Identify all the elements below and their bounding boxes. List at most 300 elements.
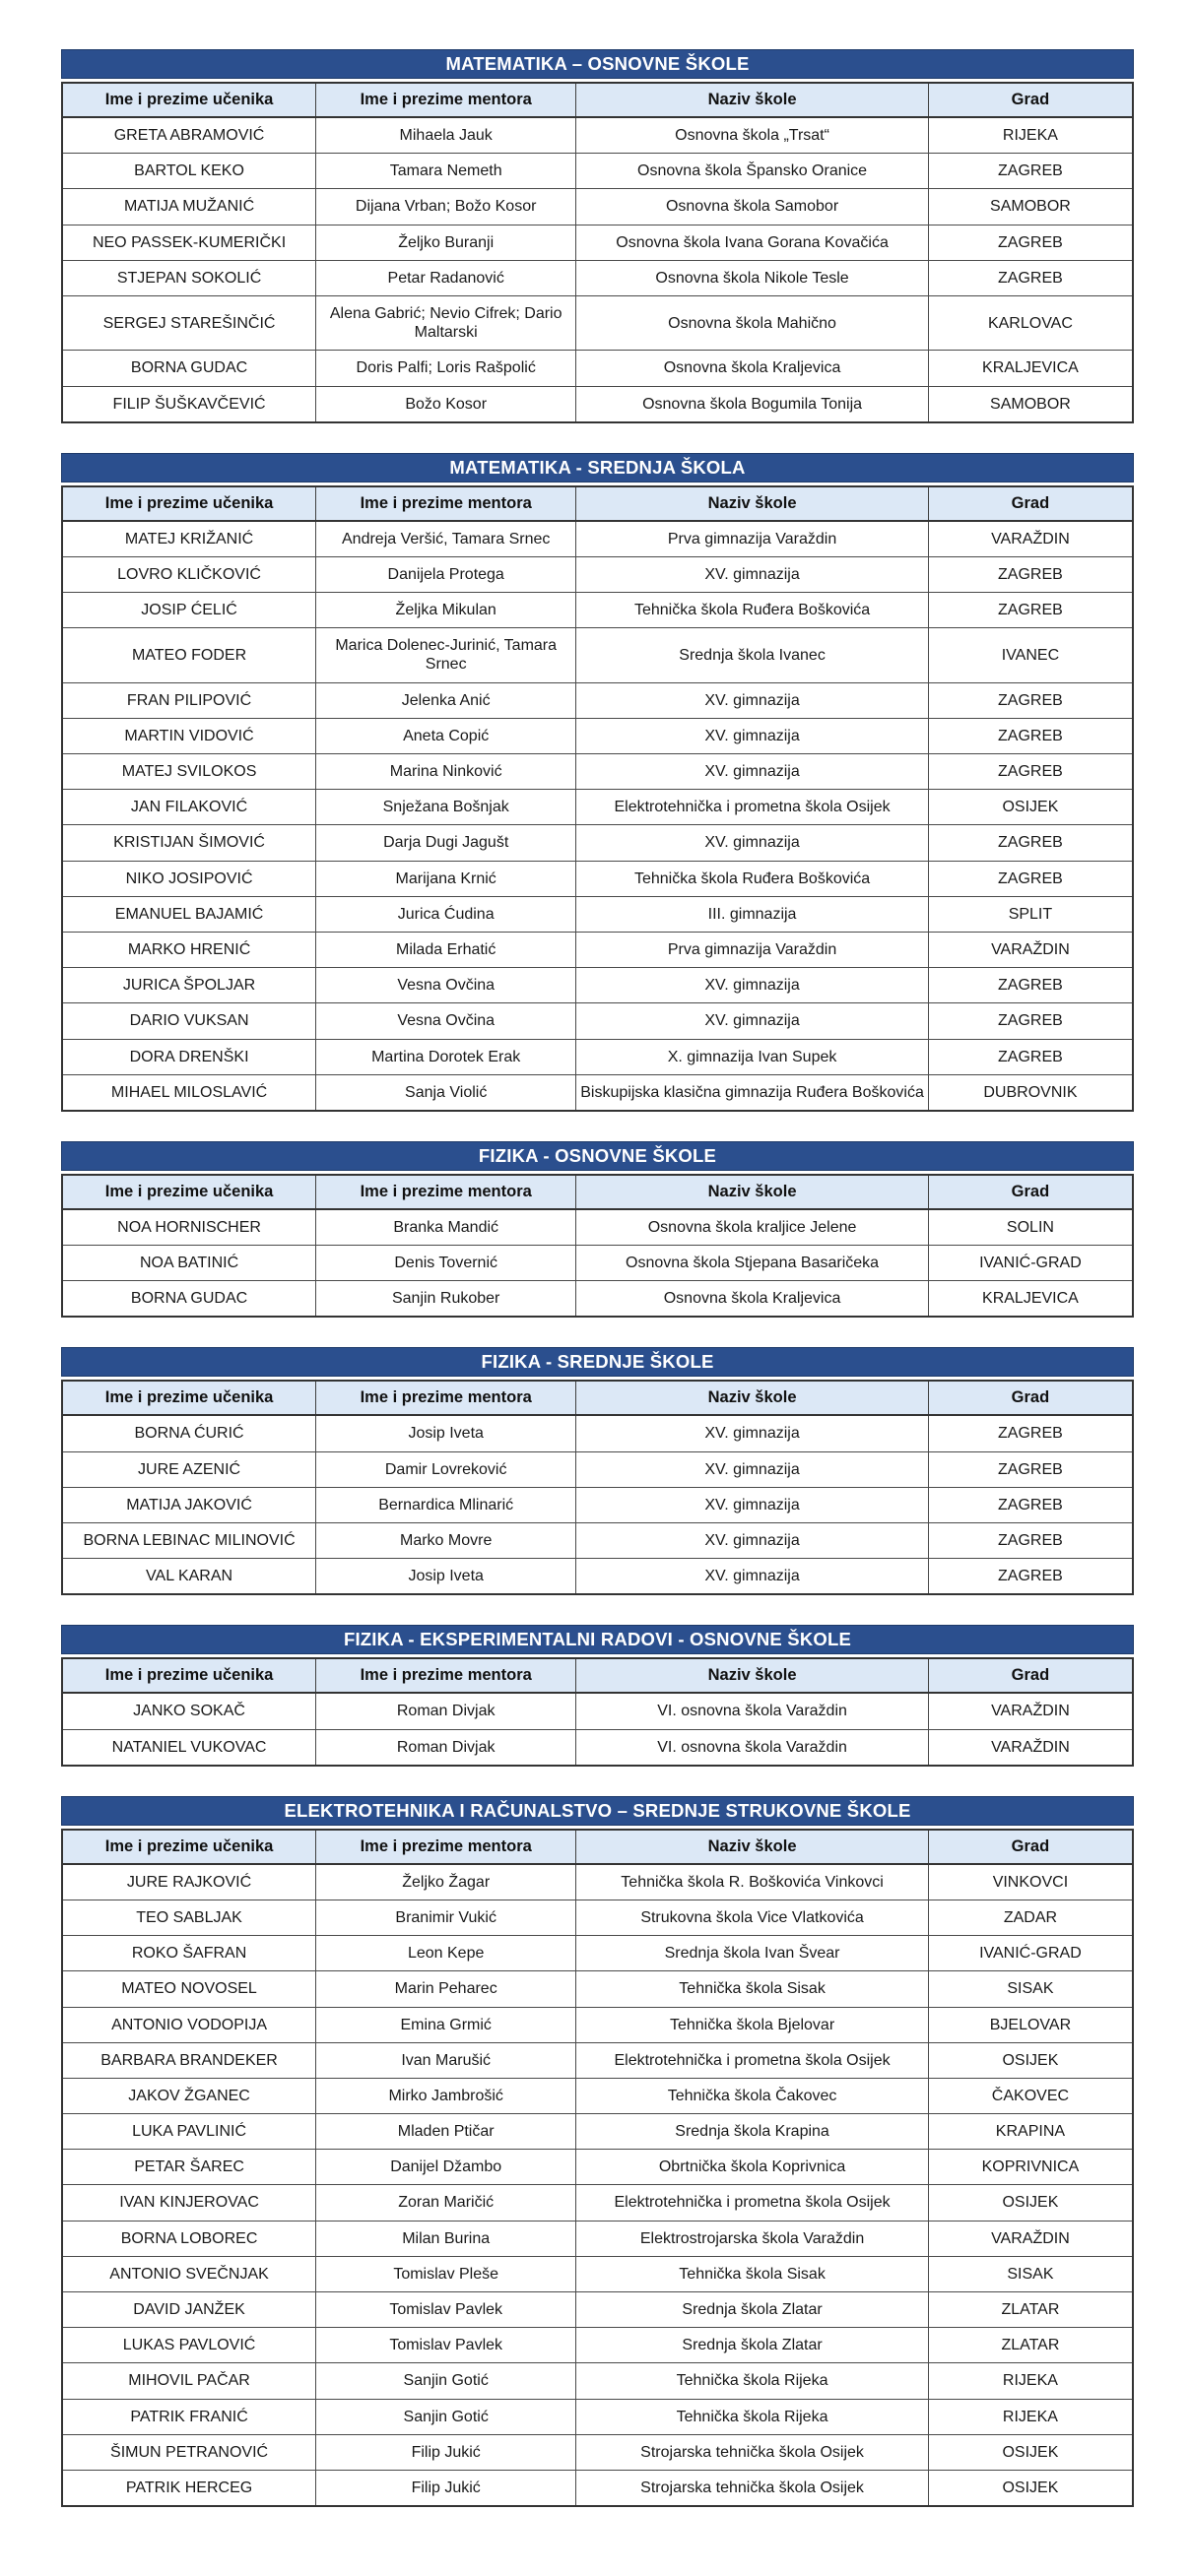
student-name-cell: NATANIEL VUKOVAC xyxy=(62,1729,316,1766)
city-cell: RIJEKA xyxy=(928,2363,1133,2399)
school-name-cell: XV. gimnazija xyxy=(576,1523,929,1559)
school-name-cell: XV. gimnazija xyxy=(576,1559,929,1595)
city-cell: DUBROVNIK xyxy=(928,1074,1133,1111)
mentor-name-cell: Željka Mikulan xyxy=(316,593,576,628)
mentor-name-cell: Jelenka Anić xyxy=(316,682,576,718)
school-name-cell: Elektrotehnička i prometna škola Osijek xyxy=(576,2042,929,2078)
mentor-name-cell: Petar Radanović xyxy=(316,260,576,295)
school-name-cell: Srednja škola Ivanec xyxy=(576,628,929,682)
column-header: Ime i prezime učenika xyxy=(62,83,316,117)
mentor-name-cell: Sanjin Rukober xyxy=(316,1281,576,1318)
student-name-cell: STJEPAN SOKOLIĆ xyxy=(62,260,316,295)
table-row xyxy=(62,2185,1133,2221)
school-name-cell: XV. gimnazija xyxy=(576,825,929,861)
mentor-name-cell: Alena Gabrić; Nevio Cifrek; Dario Maltarski xyxy=(316,295,576,350)
table-row xyxy=(62,2114,1133,2150)
column-header: Ime i prezime učenika xyxy=(62,1658,316,1693)
mentor-name-cell: Damir Lovreković xyxy=(316,1451,576,1487)
table-row xyxy=(62,117,1133,154)
city-cell: SAMOBOR xyxy=(928,386,1133,422)
school-name-cell: Srednja škola Zlatar xyxy=(576,2328,929,2363)
table-row xyxy=(62,386,1133,422)
city-cell: OSIJEK xyxy=(928,2185,1133,2221)
table-row xyxy=(62,1281,1133,1318)
student-name-cell: PATRIK HERCEG xyxy=(62,2470,316,2506)
column-header: Ime i prezime mentora xyxy=(316,1175,576,1209)
school-name-cell: Tehnička škola Ruđera Boškovića xyxy=(576,593,929,628)
results-tables-container xyxy=(61,49,1134,2507)
city-cell: ZADAR xyxy=(928,1900,1133,1935)
table-row xyxy=(62,2042,1133,2078)
table-row xyxy=(62,521,1133,557)
student-name-cell: LUKA PAVLINIĆ xyxy=(62,2114,316,2150)
school-name-cell: Strojarska tehnička škola Osijek xyxy=(576,2434,929,2470)
student-name-cell: ANTONIO SVEČNJAK xyxy=(62,2256,316,2291)
mentor-name-cell: Branka Mandić xyxy=(316,1209,576,1246)
school-name-cell: III. gimnazija xyxy=(576,896,929,932)
mentor-name-cell: Marica Dolenec-Jurinić, Tamara Srnec xyxy=(316,628,576,682)
school-name-cell: XV. gimnazija xyxy=(576,1487,929,1522)
city-cell: ZAGREB xyxy=(928,260,1133,295)
student-name-cell: TEO SABLJAK xyxy=(62,1900,316,1935)
school-name-cell: Osnovna škola Špansko Oranice xyxy=(576,154,929,189)
table-row xyxy=(62,2399,1133,2434)
student-name-cell: BARTOL KEKO xyxy=(62,154,316,189)
column-header: Naziv škole xyxy=(576,486,929,521)
student-name-cell: NEO PASSEK-KUMERIČKI xyxy=(62,225,316,260)
header-row xyxy=(62,1658,1133,1693)
results-table xyxy=(61,485,1134,1112)
results-table-section xyxy=(61,1796,1134,2507)
student-name-cell: JAKOV ŽGANEC xyxy=(62,2078,316,2113)
table-row xyxy=(62,2434,1133,2470)
city-cell: ZAGREB xyxy=(928,1039,1133,1074)
mentor-name-cell: Roman Divjak xyxy=(316,1729,576,1766)
student-name-cell: DORA DRENŠKI xyxy=(62,1039,316,1074)
results-table-section xyxy=(61,453,1134,1112)
table-row xyxy=(62,1936,1133,1971)
mentor-name-cell: Marina Ninković xyxy=(316,754,576,790)
table-row xyxy=(62,2328,1133,2363)
mentor-name-cell: Dijana Vrban; Božo Kosor xyxy=(316,189,576,225)
student-name-cell: MIHAEL MILOSLAVIĆ xyxy=(62,1074,316,1111)
city-cell: ZAGREB xyxy=(928,861,1133,896)
mentor-name-cell: Andreja Veršić, Tamara Srnec xyxy=(316,521,576,557)
results-table xyxy=(61,1380,1134,1595)
column-header: Ime i prezime mentora xyxy=(316,1830,576,1864)
student-name-cell: FRAN PILIPOVIĆ xyxy=(62,682,316,718)
city-cell: ZLATAR xyxy=(928,2292,1133,2328)
city-cell: VARAŽDIN xyxy=(928,1693,1133,1729)
table-row xyxy=(62,1487,1133,1522)
table-row xyxy=(62,154,1133,189)
student-name-cell: PETAR ŠAREC xyxy=(62,2150,316,2185)
student-name-cell: BARBARA BRANDEKER xyxy=(62,2042,316,2078)
city-cell: VINKOVCI xyxy=(928,1864,1133,1900)
school-name-cell: XV. gimnazija xyxy=(576,1415,929,1451)
school-name-cell: Tehnička škola Rijeka xyxy=(576,2399,929,2434)
city-cell: ZAGREB xyxy=(928,154,1133,189)
city-cell: IVANEC xyxy=(928,628,1133,682)
school-name-cell: Strojarska tehnička škola Osijek xyxy=(576,2470,929,2506)
table-row xyxy=(62,1693,1133,1729)
column-header: Grad xyxy=(928,1381,1133,1415)
mentor-name-cell: Leon Kepe xyxy=(316,1936,576,1971)
student-name-cell: BORNA ĆURIĆ xyxy=(62,1415,316,1451)
column-header: Ime i prezime učenika xyxy=(62,1381,316,1415)
table-row xyxy=(62,2256,1133,2291)
student-name-cell: NIKO JOSIPOVIĆ xyxy=(62,861,316,896)
table-row xyxy=(62,2221,1133,2256)
city-cell: ZAGREB xyxy=(928,1003,1133,1039)
student-name-cell: ROKO ŠAFRAN xyxy=(62,1936,316,1971)
mentor-name-cell: Mirko Jambrošić xyxy=(316,2078,576,2113)
student-name-cell: NOA BATINIĆ xyxy=(62,1246,316,1281)
mentor-name-cell: Sanjin Gotić xyxy=(316,2399,576,2434)
school-name-cell: Elektrostrojarska škola Varaždin xyxy=(576,2221,929,2256)
student-name-cell: BORNA LEBINAC MILINOVIĆ xyxy=(62,1523,316,1559)
city-cell: ZLATAR xyxy=(928,2328,1133,2363)
city-cell: SAMOBOR xyxy=(928,189,1133,225)
school-name-cell: Osnovna škola Stjepana Basaričeka xyxy=(576,1246,929,1281)
mentor-name-cell: Danijel Džambo xyxy=(316,2150,576,2185)
mentor-name-cell: Marin Peharec xyxy=(316,1971,576,2007)
city-cell: ZAGREB xyxy=(928,556,1133,592)
table-row xyxy=(62,628,1133,682)
mentor-name-cell: Marijana Krnić xyxy=(316,861,576,896)
header-row xyxy=(62,486,1133,521)
student-name-cell: EMANUEL BAJAMIĆ xyxy=(62,896,316,932)
city-cell: ZAGREB xyxy=(928,1415,1133,1451)
school-name-cell: Elektrotehnička i prometna škola Osijek xyxy=(576,790,929,825)
city-cell: VARAŽDIN xyxy=(928,932,1133,967)
mentor-name-cell: Doris Palfi; Loris Rašpolić xyxy=(316,351,576,386)
school-name-cell: Tehnička škola Rijeka xyxy=(576,2363,929,2399)
city-cell: ZAGREB xyxy=(928,1559,1133,1595)
school-name-cell: VI. osnovna škola Varaždin xyxy=(576,1693,929,1729)
table-row xyxy=(62,1523,1133,1559)
results-table-section xyxy=(61,1625,1134,1766)
student-name-cell: ANTONIO VODOPIJA xyxy=(62,2007,316,2042)
results-table-section xyxy=(61,1141,1134,1319)
table-title-bar: FIZIKA - EKSPERIMENTALNI RADOVI - OSNOVNE ŠKOLE xyxy=(61,1625,1134,1654)
student-name-cell: FILIP ŠUŠKAVČEVIĆ xyxy=(62,386,316,422)
mentor-name-cell: Emina Grmić xyxy=(316,2007,576,2042)
city-cell: ZAGREB xyxy=(928,682,1133,718)
mentor-name-cell: Jurica Ćudina xyxy=(316,896,576,932)
table-row xyxy=(62,790,1133,825)
school-name-cell: Osnovna škola Mahično xyxy=(576,295,929,350)
mentor-name-cell: Denis Tovernić xyxy=(316,1246,576,1281)
table-row xyxy=(62,1900,1133,1935)
student-name-cell: BORNA GUDAC xyxy=(62,351,316,386)
student-name-cell: BORNA LOBOREC xyxy=(62,2221,316,2256)
student-name-cell: MARTIN VIDOVIĆ xyxy=(62,718,316,753)
city-cell: VARAŽDIN xyxy=(928,1729,1133,1766)
column-header: Naziv škole xyxy=(576,83,929,117)
column-header: Ime i prezime mentora xyxy=(316,1381,576,1415)
student-name-cell: PATRIK FRANIĆ xyxy=(62,2399,316,2434)
mentor-name-cell: Željko Buranji xyxy=(316,225,576,260)
table-row xyxy=(62,2363,1133,2399)
mentor-name-cell: Zoran Maričić xyxy=(316,2185,576,2221)
mentor-name-cell: Mladen Ptičar xyxy=(316,2114,576,2150)
city-cell: VARAŽDIN xyxy=(928,521,1133,557)
student-name-cell: DARIO VUKSAN xyxy=(62,1003,316,1039)
mentor-name-cell: Tomislav Pleše xyxy=(316,2256,576,2291)
school-name-cell: Prva gimnazija Varaždin xyxy=(576,932,929,967)
school-name-cell: Tehnička škola Sisak xyxy=(576,1971,929,2007)
student-name-cell: BORNA GUDAC xyxy=(62,1281,316,1318)
table-row xyxy=(62,825,1133,861)
table-row xyxy=(62,225,1133,260)
student-name-cell: MATEJ KRIŽANIĆ xyxy=(62,521,316,557)
table-title-bar: MATEMATIKA – OSNOVNE ŠKOLE xyxy=(61,49,1134,79)
table-row xyxy=(62,351,1133,386)
column-header: Grad xyxy=(928,1175,1133,1209)
mentor-name-cell: Sanja Violić xyxy=(316,1074,576,1111)
school-name-cell: Osnovna škola Bogumila Tonija xyxy=(576,386,929,422)
mentor-name-cell: Mihaela Jauk xyxy=(316,117,576,154)
city-cell: IVANIĆ-GRAD xyxy=(928,1246,1133,1281)
city-cell: ZAGREB xyxy=(928,593,1133,628)
school-name-cell: Srednja škola Krapina xyxy=(576,2114,929,2150)
city-cell: ZAGREB xyxy=(928,1451,1133,1487)
student-name-cell: KRISTIJAN ŠIMOVIĆ xyxy=(62,825,316,861)
city-cell: SISAK xyxy=(928,1971,1133,2007)
student-name-cell: JANKO SOKAČ xyxy=(62,1693,316,1729)
school-name-cell: Osnovna škola Kraljevica xyxy=(576,1281,929,1318)
table-title-bar: MATEMATIKA - SREDNJA ŠKOLA xyxy=(61,453,1134,483)
table-title-bar: FIZIKA - SREDNJE ŠKOLE xyxy=(61,1347,1134,1377)
city-cell: ZAGREB xyxy=(928,754,1133,790)
city-cell: SISAK xyxy=(928,2256,1133,2291)
city-cell: BJELOVAR xyxy=(928,2007,1133,2042)
header-row xyxy=(62,1381,1133,1415)
column-header: Ime i prezime mentora xyxy=(316,83,576,117)
table-row xyxy=(62,932,1133,967)
table-title-bar: FIZIKA - OSNOVNE ŠKOLE xyxy=(61,1141,1134,1171)
school-name-cell: Osnovna škola Nikole Tesle xyxy=(576,260,929,295)
school-name-cell: Biskupijska klasična gimnazija Ruđera Boškovića xyxy=(576,1074,929,1111)
mentor-name-cell: Tomislav Pavlek xyxy=(316,2328,576,2363)
student-name-cell: MATEO NOVOSEL xyxy=(62,1971,316,2007)
table-title-bar: ELEKTROTEHNIKA I RAČUNALSTVO – SREDNJE STRUKOVNE ŠKOLE xyxy=(61,1796,1134,1826)
column-header: Grad xyxy=(928,83,1133,117)
mentor-name-cell: Božo Kosor xyxy=(316,386,576,422)
city-cell: KOPRIVNICA xyxy=(928,2150,1133,2185)
column-header: Grad xyxy=(928,1658,1133,1693)
mentor-name-cell: Snježana Bošnjak xyxy=(316,790,576,825)
city-cell: ZAGREB xyxy=(928,968,1133,1003)
mentor-name-cell: Vesna Ovčina xyxy=(316,1003,576,1039)
table-row xyxy=(62,295,1133,350)
school-name-cell: XV. gimnazija xyxy=(576,556,929,592)
school-name-cell: VI. osnovna škola Varaždin xyxy=(576,1729,929,1766)
student-name-cell: MATIJA JAKOVIĆ xyxy=(62,1487,316,1522)
school-name-cell: XV. gimnazija xyxy=(576,968,929,1003)
student-name-cell: JURE RAJKOVIĆ xyxy=(62,1864,316,1900)
table-row xyxy=(62,2078,1133,2113)
mentor-name-cell: Tomislav Pavlek xyxy=(316,2292,576,2328)
school-name-cell: Srednja škola Zlatar xyxy=(576,2292,929,2328)
school-name-cell: Elektrotehnička i prometna škola Osijek xyxy=(576,2185,929,2221)
results-table xyxy=(61,82,1134,423)
mentor-name-cell: Filip Jukić xyxy=(316,2470,576,2506)
student-name-cell: JURICA ŠPOLJAR xyxy=(62,968,316,1003)
column-header: Naziv škole xyxy=(576,1175,929,1209)
table-row xyxy=(62,2150,1133,2185)
student-name-cell: NOA HORNISCHER xyxy=(62,1209,316,1246)
table-row xyxy=(62,1246,1133,1281)
school-name-cell: XV. gimnazija xyxy=(576,1003,929,1039)
student-name-cell: MARKO HRENIĆ xyxy=(62,932,316,967)
header-row xyxy=(62,1175,1133,1209)
table-row xyxy=(62,1039,1133,1074)
student-name-cell: JURE AZENIĆ xyxy=(62,1451,316,1487)
mentor-name-cell: Marko Movre xyxy=(316,1523,576,1559)
city-cell: ZAGREB xyxy=(928,825,1133,861)
student-name-cell: SERGEJ STAREŠINČIĆ xyxy=(62,295,316,350)
school-name-cell: XV. gimnazija xyxy=(576,682,929,718)
mentor-name-cell: Martina Dorotek Erak xyxy=(316,1039,576,1074)
school-name-cell: Osnovna škola Kraljevica xyxy=(576,351,929,386)
school-name-cell: Osnovna škola Samobor xyxy=(576,189,929,225)
city-cell: KRALJEVICA xyxy=(928,1281,1133,1318)
column-header: Naziv škole xyxy=(576,1830,929,1864)
student-name-cell: LUKAS PAVLOVIĆ xyxy=(62,2328,316,2363)
city-cell: RIJEKA xyxy=(928,2399,1133,2434)
table-row xyxy=(62,896,1133,932)
mentor-name-cell: Danijela Protega xyxy=(316,556,576,592)
school-name-cell: Osnovna škola Ivana Gorana Kovačića xyxy=(576,225,929,260)
city-cell: SPLIT xyxy=(928,896,1133,932)
city-cell: ZAGREB xyxy=(928,718,1133,753)
table-row xyxy=(62,754,1133,790)
student-name-cell: IVAN KINJEROVAC xyxy=(62,2185,316,2221)
city-cell: SOLIN xyxy=(928,1209,1133,1246)
student-name-cell: VAL KARAN xyxy=(62,1559,316,1595)
school-name-cell: Obrtnička škola Koprivnica xyxy=(576,2150,929,2185)
student-name-cell: ŠIMUN PETRANOVIĆ xyxy=(62,2434,316,2470)
column-header: Ime i prezime mentora xyxy=(316,486,576,521)
results-table-section xyxy=(61,49,1134,423)
column-header: Naziv škole xyxy=(576,1381,929,1415)
student-name-cell: JOSIP ĆELIĆ xyxy=(62,593,316,628)
school-name-cell: XV. gimnazija xyxy=(576,754,929,790)
school-name-cell: X. gimnazija Ivan Supek xyxy=(576,1039,929,1074)
city-cell: ZAGREB xyxy=(928,1487,1133,1522)
mentor-name-cell: Ivan Marušić xyxy=(316,2042,576,2078)
city-cell: OSIJEK xyxy=(928,790,1133,825)
mentor-name-cell: Bernardica Mlinarić xyxy=(316,1487,576,1522)
header-row xyxy=(62,83,1133,117)
school-name-cell: Strukovna škola Vice Vlatkovića xyxy=(576,1900,929,1935)
school-name-cell: Prva gimnazija Varaždin xyxy=(576,521,929,557)
mentor-name-cell: Darja Dugi Jagušt xyxy=(316,825,576,861)
city-cell: OSIJEK xyxy=(928,2434,1133,2470)
mentor-name-cell: Josip Iveta xyxy=(316,1415,576,1451)
table-row xyxy=(62,1209,1133,1246)
city-cell: KARLOVAC xyxy=(928,295,1133,350)
mentor-name-cell: Milan Burina xyxy=(316,2221,576,2256)
mentor-name-cell: Sanjin Gotić xyxy=(316,2363,576,2399)
student-name-cell: MATEJ SVILOKOS xyxy=(62,754,316,790)
column-header: Ime i prezime učenika xyxy=(62,1830,316,1864)
mentor-name-cell: Vesna Ovčina xyxy=(316,968,576,1003)
table-row xyxy=(62,1559,1133,1595)
school-name-cell: Srednja škola Ivan Švear xyxy=(576,1936,929,1971)
city-cell: ZAGREB xyxy=(928,225,1133,260)
table-row xyxy=(62,593,1133,628)
table-row xyxy=(62,1864,1133,1900)
table-row xyxy=(62,682,1133,718)
mentor-name-cell: Filip Jukić xyxy=(316,2434,576,2470)
student-name-cell: DAVID JANŽEK xyxy=(62,2292,316,2328)
city-cell: RIJEKA xyxy=(928,117,1133,154)
column-header: Grad xyxy=(928,1830,1133,1864)
table-row xyxy=(62,260,1133,295)
student-name-cell: JAN FILAKOVIĆ xyxy=(62,790,316,825)
mentor-name-cell: Milada Erhatić xyxy=(316,932,576,967)
city-cell: OSIJEK xyxy=(928,2042,1133,2078)
school-name-cell: Tehnička škola Čakovec xyxy=(576,2078,929,2113)
results-table xyxy=(61,1174,1134,1319)
table-row xyxy=(62,1729,1133,1766)
city-cell: IVANIĆ-GRAD xyxy=(928,1936,1133,1971)
student-name-cell: GRETA ABRAMOVIĆ xyxy=(62,117,316,154)
table-row xyxy=(62,556,1133,592)
mentor-name-cell: Josip Iveta xyxy=(316,1559,576,1595)
mentor-name-cell: Roman Divjak xyxy=(316,1693,576,1729)
city-cell: VARAŽDIN xyxy=(928,2221,1133,2256)
school-name-cell: XV. gimnazija xyxy=(576,1451,929,1487)
table-row xyxy=(62,1074,1133,1111)
mentor-name-cell: Aneta Copić xyxy=(316,718,576,753)
results-table xyxy=(61,1657,1134,1766)
results-table xyxy=(61,1829,1134,2507)
table-row xyxy=(62,2470,1133,2506)
student-name-cell: MATEO FODER xyxy=(62,628,316,682)
city-cell: OSIJEK xyxy=(928,2470,1133,2506)
school-name-cell: Tehnička škola R. Boškovića Vinkovci xyxy=(576,1864,929,1900)
table-row xyxy=(62,1415,1133,1451)
city-cell: KRALJEVICA xyxy=(928,351,1133,386)
student-name-cell: MATIJA MUŽANIĆ xyxy=(62,189,316,225)
table-row xyxy=(62,718,1133,753)
table-row xyxy=(62,1971,1133,2007)
column-header: Naziv škole xyxy=(576,1658,929,1693)
table-row xyxy=(62,861,1133,896)
results-table-section xyxy=(61,1347,1134,1595)
city-cell: ČAKOVEC xyxy=(928,2078,1133,2113)
school-name-cell: Tehnička škola Ruđera Boškovića xyxy=(576,861,929,896)
school-name-cell: Tehnička škola Sisak xyxy=(576,2256,929,2291)
mentor-name-cell: Tamara Nemeth xyxy=(316,154,576,189)
table-row xyxy=(62,968,1133,1003)
column-header: Grad xyxy=(928,486,1133,521)
mentor-name-cell: Branimir Vukić xyxy=(316,1900,576,1935)
header-row xyxy=(62,1830,1133,1864)
table-row xyxy=(62,2007,1133,2042)
school-name-cell: Osnovna škola kraljice Jelene xyxy=(576,1209,929,1246)
city-cell: ZAGREB xyxy=(928,1523,1133,1559)
table-row xyxy=(62,2292,1133,2328)
mentor-name-cell: Željko Žagar xyxy=(316,1864,576,1900)
table-row xyxy=(62,189,1133,225)
student-name-cell: LOVRO KLIČKOVIĆ xyxy=(62,556,316,592)
school-name-cell: XV. gimnazija xyxy=(576,718,929,753)
